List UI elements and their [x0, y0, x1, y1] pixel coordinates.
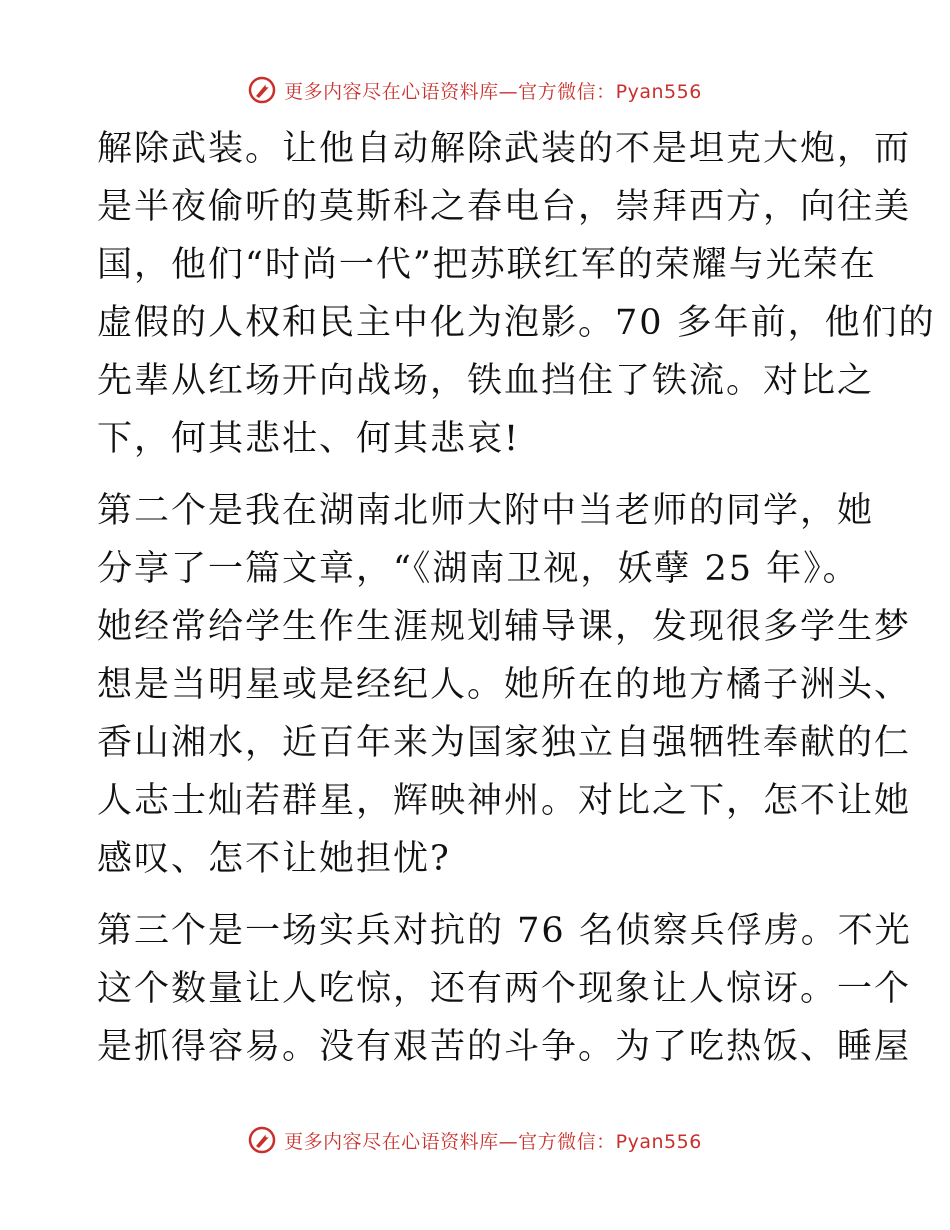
watermark-main-text: 更多内容尽在心语资料库 — [284, 80, 499, 103]
text-line: 第三个是一场实兵对抗的 76 名侦察兵俘虏。不光 — [97, 911, 912, 951]
text-line: 虚假的人权和民主中化为泡影。70 多年前，他们的 — [97, 303, 936, 343]
text-line: 先辈从红场开向战场，铁血挡住了铁流。对比之 — [97, 361, 875, 401]
paragraph-2 — [97, 482, 912, 888]
paragraph-3 — [97, 902, 912, 1076]
text-line: 她经常给学生作生涯规划辅导课，发现很多学生梦 — [97, 607, 912, 647]
header-watermark — [0, 70, 950, 110]
logo-icon — [248, 1126, 276, 1154]
text-line: 下，何其悲壮、何其悲哀! — [97, 419, 521, 459]
text-line: 是抓得容易。没有艰苦的斗争。为了吃热饭、睡屋 — [97, 1027, 912, 1067]
text-line: 感叹、怎不让她担忧? — [97, 839, 451, 879]
text-line: 解除武装。让他自动解除武装的不是坦克大炮，而 — [97, 129, 912, 169]
text-line: 分享了一篇文章，“《湖南卫视，妖孽 25 年》。 — [97, 549, 860, 589]
document-body — [97, 120, 936, 1090]
watermark-wechat-text: —官方微信：Pyan556 — [498, 80, 702, 103]
paragraph-1 — [97, 120, 936, 468]
text-line: 人志士灿若群星，辉映神州。对比之下，怎不让她 — [97, 781, 912, 821]
text-line: 第二个是我在湖南北师大附中当老师的同学，她 — [97, 491, 875, 531]
watermark-main-text: 更多内容尽在心语资料库 — [284, 1130, 499, 1153]
text-line: 想是当明星或是经纪人。她所在的地方橘子洲头、 — [97, 665, 912, 705]
footer-watermark — [0, 1120, 950, 1160]
text-line: 是半夜偷听的莫斯科之春电台，崇拜西方，向往美 — [97, 187, 912, 227]
text-line: 这个数量让人吃惊，还有两个现象让人惊讶。一个 — [97, 969, 912, 1009]
text-line: 国，他们“时尚一代”把苏联红军的荣耀与光荣在 — [97, 245, 877, 285]
text-line: 香山湘水，近百年来为国家独立自强牺牲奉献的仁 — [97, 723, 912, 763]
watermark-wechat-text: —官方微信：Pyan556 — [498, 1130, 702, 1153]
logo-icon — [248, 76, 276, 104]
